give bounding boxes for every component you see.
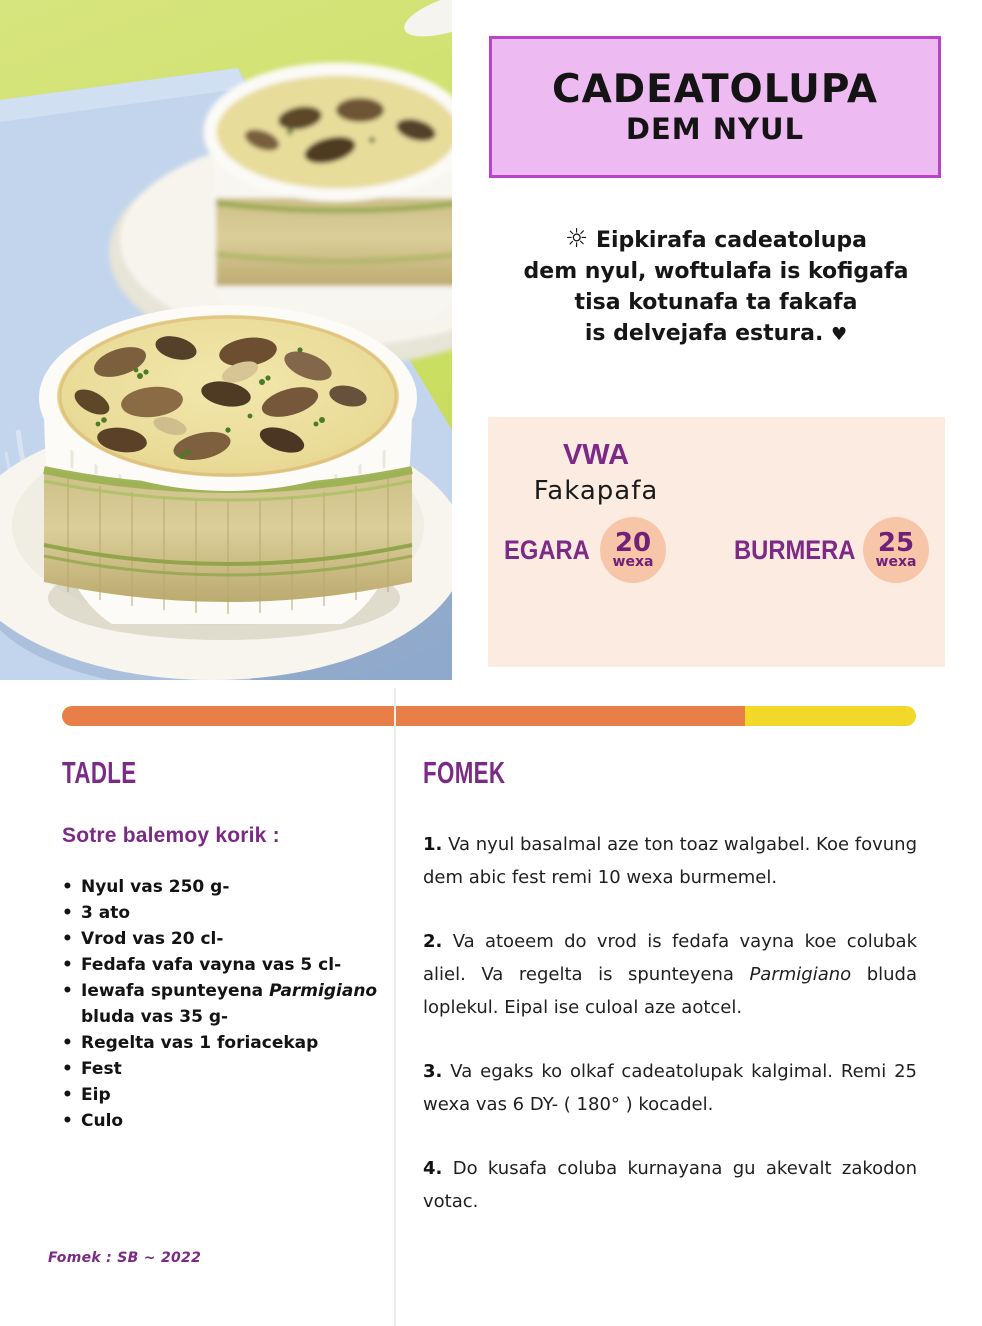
bullet-icon: • (62, 1033, 73, 1053)
info-subheading: Fakapafa (533, 476, 659, 506)
intro-line-1: ☼ Eipkirafa cadeatolupa (564, 224, 868, 254)
stat-value: 20 (614, 528, 652, 558)
step-3: 3. Va egaks ko olkaf cadeatolupak kalgimal. Remi 25 wexa vas 6 DY- ( 180° ) kocadel. (423, 1061, 917, 1115)
step-4: 4. Do kusafa coluba kurnayana gu akevalt zakodon votac. (423, 1158, 917, 1212)
bullet-icon: • (62, 903, 73, 923)
list-item: • Iewafa spunteyena Parmigiano bluda vas 35 g- (62, 978, 394, 1030)
recipe-subtitle: DEM NYUL (625, 112, 805, 146)
info-heading: VWA (562, 439, 630, 471)
list-item: • Nyul vas 250 g- (62, 874, 394, 900)
steps-heading: FOMEK (423, 755, 506, 790)
recipe-photo (0, 0, 452, 680)
sun-icon: ☼ (564, 224, 589, 254)
list-item: • Fest (62, 1056, 394, 1082)
ingredients-section (62, 755, 394, 1134)
intro-text (464, 224, 968, 350)
info-box (488, 417, 945, 667)
stat-unit: wexa (875, 554, 917, 570)
list-item: • 3 ato (62, 900, 394, 926)
heart-icon: ♥ (831, 324, 848, 345)
list-item: • Vrod vas 20 cl- (62, 926, 394, 952)
stat-badge-burmera (863, 517, 929, 583)
dish-photo-illustration (0, 0, 452, 680)
stat-badge-egara (600, 517, 666, 583)
list-item: • Regelta vas 1 foriacekap (62, 1030, 394, 1056)
list-item: • Eip (62, 1082, 394, 1108)
recipe-title: CADEATOLUPA (551, 67, 879, 112)
stat-unit: wexa (612, 554, 654, 570)
intro-line-3: tisa kotunafa ta fakafa (574, 290, 858, 315)
stat-label-burmera: BURMERA (734, 535, 856, 565)
list-item: • Culo (62, 1108, 394, 1134)
ingredients-subheading: Sotre balemoy korik : (62, 824, 280, 847)
step-2: 2. Va atoeem do vrod is fedafa vayna koe colubak aliel. Va regelta is spunteyena Parmigiano bluda loplekul. Eipal ise culoal aze aotcel. (423, 931, 917, 1018)
list-item: • Fedafa vafa vayna vas 5 cl- (62, 952, 394, 978)
step-1: 1. Va nyul basalmal aze ton toaz walgabel. Koe fovung dem abic fest remi 10 wexa burmemel. (423, 834, 917, 888)
intro-line-2: dem nyul, woftulafa is kofigafa (523, 259, 909, 284)
column-divider-line (394, 688, 396, 1326)
bullet-icon: • (62, 929, 73, 949)
ingredients-list (62, 874, 394, 1134)
bullet-icon: • (62, 981, 73, 1001)
title-card (489, 36, 941, 178)
steps-list (423, 828, 917, 1218)
intro-line-4: is delvejafa estura. ♥ (584, 321, 848, 346)
front-dish (0, 305, 452, 680)
stat-label-egara: EGARA (504, 535, 590, 565)
divider-bar-orange-segment (62, 706, 745, 726)
info-heading-block (488, 439, 704, 506)
bullet-icon: • (62, 1059, 73, 1079)
ingredients-heading: TADLE (62, 755, 137, 790)
bullet-icon: • (62, 1111, 73, 1131)
steps-section (423, 755, 917, 1249)
bullet-icon: • (62, 1085, 73, 1105)
stat-value: 25 (877, 528, 915, 558)
bullet-icon: • (62, 955, 73, 975)
bullet-icon: • (62, 877, 73, 897)
footer-credit: Fomek : SB ~ 2022 (48, 1250, 202, 1266)
divider-bar (62, 706, 916, 726)
